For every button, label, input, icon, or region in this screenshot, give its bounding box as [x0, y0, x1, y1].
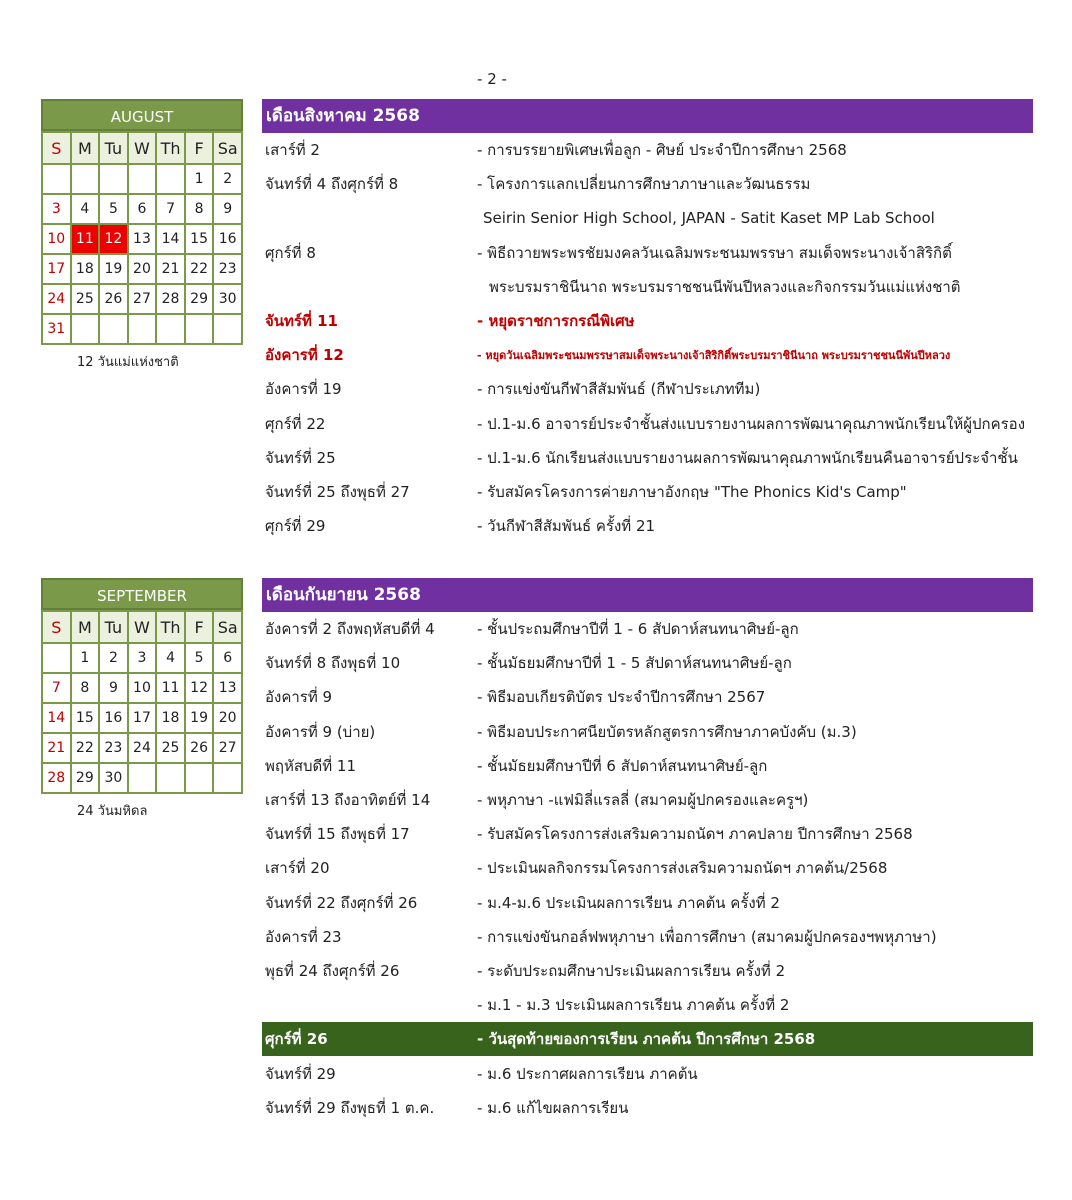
calendar-day: 16	[99, 703, 128, 733]
calendar-day: 1	[71, 643, 100, 673]
calendar-day	[128, 314, 157, 344]
weekday-header: Tu	[99, 132, 128, 164]
calendar-day: 22	[71, 733, 100, 763]
event-text: - พิธีมอบเกียรติบัตร ประจำปีการศึกษา 2567	[477, 688, 766, 707]
event-date: อังคารที่ 12	[265, 346, 344, 365]
event-text: - การแข่งขันกอล์ฟพหุภาษา เพื่อการศึกษา (สมาคมผู้ปกครองฯพหุภาษา)	[477, 927, 937, 946]
event-row	[262, 133, 1033, 167]
events-august	[262, 99, 1033, 543]
event-date: อังคารที่ 2 ถึงพฤหัสบดีที่ 4	[265, 620, 435, 639]
event-row-highlight	[262, 1022, 1033, 1056]
event-date: จันทร์ที่ 15 ถึงพุธที่ 17	[265, 825, 410, 844]
calendar-day: 6	[128, 194, 157, 224]
calendar-day: 23	[213, 254, 242, 284]
calendar-day: 14	[42, 703, 71, 733]
calendar-day: 21	[42, 733, 71, 763]
event-row	[262, 920, 1033, 954]
calendar-day: 13	[213, 673, 242, 703]
calendar-day: 10	[128, 673, 157, 703]
calendar-day	[156, 314, 185, 344]
calendar-day	[71, 164, 100, 194]
section-header: เดือนสิงหาคม 2568	[262, 99, 1033, 133]
calendar-day: 29	[71, 763, 100, 793]
event-date: พฤหัสบดีที่ 11	[265, 756, 357, 775]
event-text: - พหุภาษา -แฟมิลี่แรลลี่ (สมาคมผู้ปกครองและครูฯ)	[477, 791, 809, 810]
calendar-day: 12	[185, 673, 214, 703]
event-date: อังคารที่ 19	[265, 380, 342, 399]
calendar-day	[128, 164, 157, 194]
calendar-day: 20	[128, 254, 157, 284]
event-text: - ป.1-ม.6 นักเรียนส่งแบบรายงานผลการพัฒนาคุณภาพนักเรียนคืนอาจารย์ประจำชั้น	[477, 448, 1018, 467]
calendar-day: 7	[156, 194, 185, 224]
calendar-day	[213, 763, 242, 793]
event-text: - การบรรยายพิเศษเพื่อลูก - ศิษย์ ประจำปีการศึกษา 2568	[477, 141, 847, 160]
weekday-header: M	[71, 611, 100, 643]
calendar-day: 19	[99, 254, 128, 284]
weekday-header: F	[185, 132, 214, 164]
event-date: จันทร์ที่ 29 ถึงพุธที่ 1 ต.ค.	[265, 1098, 435, 1117]
page-number: - 2 -	[477, 70, 507, 88]
event-text: - ม.1 - ม.3 ประเมินผลการเรียน ภาคต้น ครั้งที่ 2	[477, 996, 790, 1015]
event-date: อังคารที่ 23	[265, 927, 342, 946]
weekday-header: Th	[156, 132, 185, 164]
calendar-day: 27	[213, 733, 242, 763]
event-date: จันทร์ที่ 8 ถึงพุธที่ 10	[265, 654, 401, 673]
calendar-day: 11	[156, 673, 185, 703]
calendar-month-title: SEPTEMBER	[41, 578, 243, 610]
weekday-header: Sa	[213, 132, 242, 164]
calendar-day: 25	[71, 284, 100, 314]
event-text: - รับสมัครโครงการค่ายภาษาอังกฤษ "The Phonics Kid's Camp"	[477, 482, 907, 501]
calendar-day: 6	[213, 643, 242, 673]
calendar-day-holiday: 12	[99, 224, 128, 254]
calendar-day: 16	[213, 224, 242, 254]
event-text: - ป.1-ม.6 อาจารย์ประจำชั้นส่งแบบรายงานผลการพัฒนาคุณภาพนักเรียนให้ผู้ปกครอง	[477, 414, 1026, 433]
event-row	[262, 509, 1033, 543]
event-row	[262, 201, 1033, 235]
event-date: จันทร์ที่ 25	[265, 448, 336, 467]
calendar-day: 30	[99, 763, 128, 793]
calendar-day: 24	[42, 284, 71, 314]
calendar-day: 2	[213, 164, 242, 194]
calendar-day: 9	[99, 673, 128, 703]
events-september	[262, 578, 1033, 1125]
calendar-day	[185, 314, 214, 344]
event-row	[262, 270, 1033, 304]
calendar-day: 15	[71, 703, 100, 733]
calendar-day: 5	[185, 643, 214, 673]
calendar-day: 18	[156, 703, 185, 733]
calendar-month-title: AUGUST	[41, 99, 243, 131]
weekday-header: S	[42, 611, 71, 643]
calendar-day: 13	[128, 224, 157, 254]
calendar-day	[213, 314, 242, 344]
calendar-day	[156, 164, 185, 194]
weekday-header: F	[185, 611, 214, 643]
event-text: - หยุดวันเฉลิมพระชนมพรรษาสมเด็จพระนางเจ้าสิริกิติ์พระบรมราชินีนาถ พระบรมราชชนนีพันปีหลวง	[477, 349, 951, 363]
event-text: พระบรมราชินีนาถ พระบรมราชชนนีพันปีหลวงและกิจกรรมวันแม่แห่งชาติ	[489, 277, 961, 296]
event-text: - วันสุดท้ายของการเรียน ภาคต้น ปีการศึกษา 2568	[477, 1030, 816, 1049]
calendar-day: 10	[42, 224, 71, 254]
calendar-day: 9	[213, 194, 242, 224]
event-row	[262, 236, 1033, 270]
calendar-day: 18	[71, 254, 100, 284]
calendar-day: 17	[128, 703, 157, 733]
calendar-day	[71, 314, 100, 344]
calendar-day: 19	[185, 703, 214, 733]
weekday-header: W	[128, 611, 157, 643]
calendar-day: 23	[99, 733, 128, 763]
event-row	[262, 612, 1033, 646]
event-row	[262, 954, 1033, 988]
calendar-day: 4	[156, 643, 185, 673]
calendar-day: 29	[185, 284, 214, 314]
event-text: - ชั้นมัธยมศึกษาปีที่ 1 - 5 สัปดาห์สนทนาศิษย์-ลูก	[477, 654, 792, 673]
event-text: - พิธีถวายพระพรชัยมงคลวันเฉลิมพระชนมพรรษา สมเด็จพระนางเจ้าสิริกิติ์	[477, 243, 952, 262]
event-date: ศุกร์ที่ 22	[265, 414, 326, 433]
event-date: เสาร์ที่ 13 ถึงอาทิตย์ที่ 14	[265, 791, 431, 810]
event-row-holiday	[262, 338, 1033, 372]
event-row	[262, 783, 1033, 817]
event-row	[262, 817, 1033, 851]
event-text: - รับสมัครโครงการส่งเสริมความถนัดฯ ภาคปลาย ปีการศึกษา 2568	[477, 825, 913, 844]
event-text: - ระดับประถมศึกษาประเมินผลการเรียน ครั้งที่ 2	[477, 961, 786, 980]
calendar-day: 28	[156, 284, 185, 314]
calendar-day	[128, 763, 157, 793]
calendar-day: 21	[156, 254, 185, 284]
event-text: - การแข่งขันกีฬาสีสัมพันธ์ (กีฬาประเภททีม)	[477, 380, 761, 399]
calendar-day: 3	[42, 194, 71, 224]
event-date: พุธที่ 24 ถึงศุกร์ที่ 26	[265, 961, 400, 980]
calendar-day: 5	[99, 194, 128, 224]
calendar-day: 31	[42, 314, 71, 344]
event-text: - ชั้นประถมศึกษาปีที่ 1 - 6 สัปดาห์สนทนาศิษย์-ลูก	[477, 620, 799, 639]
event-row	[262, 646, 1033, 680]
calendar-day: 25	[156, 733, 185, 763]
event-row	[262, 680, 1033, 714]
calendar-day: 1	[185, 164, 214, 194]
calendar-day: 15	[185, 224, 214, 254]
calendar-day: 8	[71, 673, 100, 703]
weekday-header: Tu	[99, 611, 128, 643]
event-row	[262, 886, 1033, 920]
event-text: - ชั้นมัธยมศึกษาปีที่ 6 สัปดาห์สนทนาศิษย์-ลูก	[477, 756, 768, 775]
event-row	[262, 749, 1033, 783]
weekday-header: Th	[156, 611, 185, 643]
calendar-day: 14	[156, 224, 185, 254]
calendar-day: 27	[128, 284, 157, 314]
event-row	[262, 715, 1033, 749]
event-date: จันทร์ที่ 29	[265, 1064, 336, 1083]
event-row	[262, 167, 1033, 201]
event-date: ศุกร์ที่ 29	[265, 517, 326, 536]
calendar-day	[185, 763, 214, 793]
calendar-day: 8	[185, 194, 214, 224]
calendar-day: 3	[128, 643, 157, 673]
event-row-holiday	[262, 304, 1033, 338]
event-text: Seirin Senior High School, JAPAN - Satit Kaset MP Lab School	[483, 209, 935, 228]
calendar-day: 7	[42, 673, 71, 703]
calendar-day: 28	[42, 763, 71, 793]
calendar-grid	[41, 131, 243, 345]
event-text: - ม.6 แก้ไขผลการเรียน	[477, 1098, 629, 1117]
calendar-day	[42, 164, 71, 194]
calendar-day: 20	[213, 703, 242, 733]
event-date: จันทร์ที่ 25 ถึงพุธที่ 27	[265, 482, 410, 501]
event-row	[262, 475, 1033, 509]
event-date: จันทร์ที่ 4 ถึงศุกร์ที่ 8	[265, 175, 399, 194]
event-date: เสาร์ที่ 2	[265, 141, 320, 160]
calendar-note: 12 วันแม่แห่งชาติ	[77, 355, 179, 370]
event-date: อังคารที่ 9	[265, 688, 333, 707]
event-row	[262, 1091, 1033, 1125]
event-row	[262, 441, 1033, 475]
event-text: - วันกีฬาสีสัมพันธ์ ครั้งที่ 21	[477, 517, 656, 536]
calendar-day: 24	[128, 733, 157, 763]
event-text: - โครงการแลกเปลี่ยนการศึกษาภาษาและวัฒนธรรม	[477, 175, 811, 194]
calendar-september	[41, 578, 243, 821]
event-text: - พิธีมอบประกาศนียบัตรหลักสูตรการศึกษาภาคบังคับ (ม.3)	[477, 722, 857, 741]
calendar-day: 26	[185, 733, 214, 763]
event-row	[262, 988, 1033, 1022]
event-text: - ม.6 ประกาศผลการเรียน ภาคต้น	[477, 1064, 698, 1083]
event-text: - ประเมินผลกิจกรรมโครงการส่งเสริมความถนัดฯ ภาคต้น/2568	[477, 859, 888, 878]
weekday-header: Sa	[213, 611, 242, 643]
calendar-day: 30	[213, 284, 242, 314]
event-row	[262, 1056, 1033, 1090]
event-date: จันทร์ที่ 22 ถึงศุกร์ที่ 26	[265, 893, 418, 912]
weekday-header: S	[42, 132, 71, 164]
event-date: ศุกร์ที่ 26	[265, 1030, 328, 1049]
event-date: ศุกร์ที่ 8	[265, 243, 316, 262]
event-row	[262, 407, 1033, 441]
section-header: เดือนกันยายน 2568	[262, 578, 1033, 612]
event-date: อังคารที่ 9 (บ่าย)	[265, 722, 376, 741]
calendar-day	[156, 763, 185, 793]
calendar-day	[99, 164, 128, 194]
calendar-day	[42, 643, 71, 673]
weekday-header: W	[128, 132, 157, 164]
event-row	[262, 372, 1033, 406]
calendar-grid	[41, 610, 243, 794]
calendar-day-holiday: 11	[71, 224, 100, 254]
weekday-header: M	[71, 132, 100, 164]
calendar-note: 24 วันมหิดล	[77, 804, 148, 819]
calendar-day: 26	[99, 284, 128, 314]
calendar-day: 17	[42, 254, 71, 284]
event-text: - หยุดราชการกรณีพิเศษ	[477, 312, 635, 331]
calendar-day	[99, 314, 128, 344]
calendar-day: 2	[99, 643, 128, 673]
event-date: เสาร์ที่ 20	[265, 859, 330, 878]
calendar-day: 4	[71, 194, 100, 224]
calendar-day: 22	[185, 254, 214, 284]
event-row	[262, 851, 1033, 885]
event-date: จันทร์ที่ 11	[265, 312, 338, 331]
event-text: - ม.4-ม.6 ประเมินผลการเรียน ภาคต้น ครั้งที่ 2	[477, 893, 780, 912]
calendar-august	[41, 99, 243, 372]
